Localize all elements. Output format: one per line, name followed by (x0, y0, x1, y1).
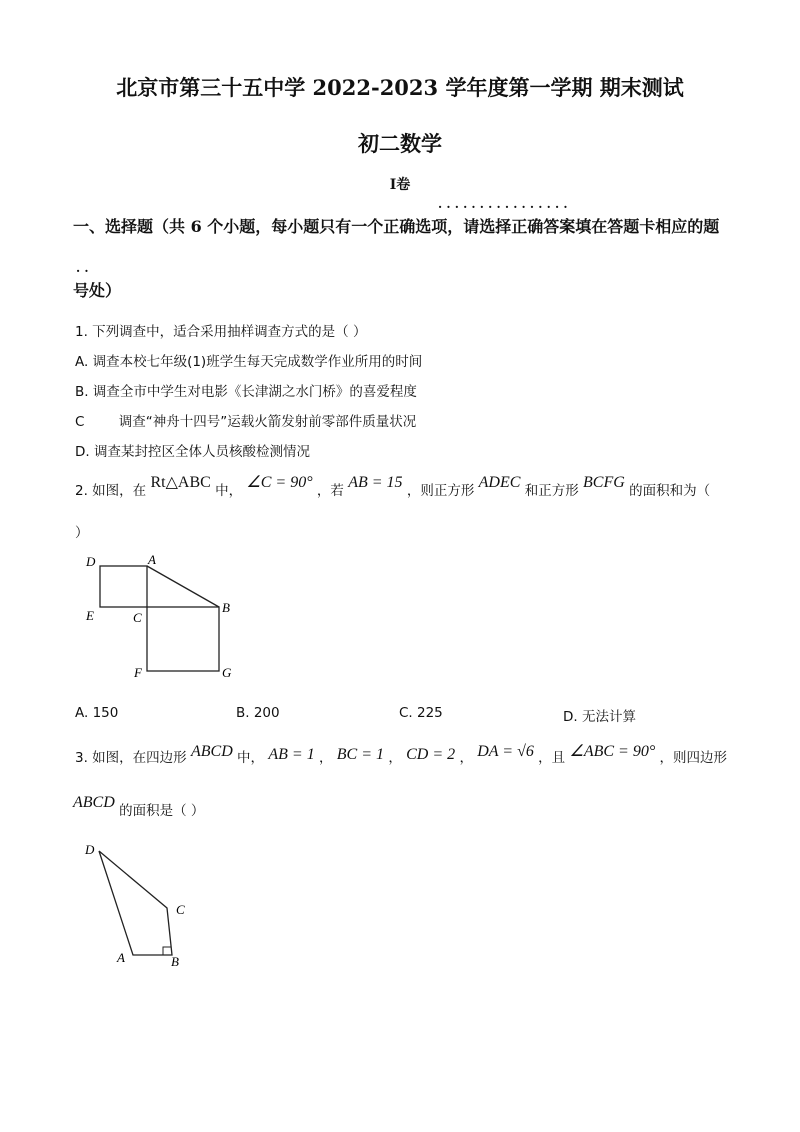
point-label-d: D (86, 554, 96, 569)
point-label-d: D (85, 842, 95, 857)
question-2-stem: 2. 如图，在 Rt△ABC 中， ∠C = 90° ，若 AB = 15 ，则正方形 ADEC 和正方形 BCFG 的面积和为（ (75, 474, 711, 499)
hypotenuse-ab (147, 566, 219, 607)
question-3-stem: 3. 如图，在四边形 ABCD 中， AB = 1 ， BC = 1 ， CD = 2 ， DA = √6 ，且 ∠ABC = 90° ，则四边形 (75, 743, 728, 766)
section-heading: 一、选择题（共 6 个小题，每小题只有一个正确选项，请选择正确答案填在答题卡相应的题 (73, 217, 720, 236)
quadrilateral-abcd (99, 851, 172, 955)
emphasis-dots: · · (76, 264, 89, 278)
question-2-option-b: B. 200 (236, 705, 280, 721)
math-expression: Rt△ABC (150, 474, 211, 491)
question-3-stem-continued: ABCD 的面积是（ ） (73, 794, 205, 819)
question-2-close-paren: ） (75, 525, 89, 541)
question-2-figure (80, 550, 250, 685)
math-expression: BC = 1 (336, 746, 385, 763)
question-2-option-a: A. 150 (75, 705, 119, 721)
point-label-e: E (86, 608, 94, 623)
question-1-option-a: A. 调查本校七年级(1)班学生每天完成数学作业所用的时间 (75, 354, 423, 370)
emphasis-dots: · · · · · · · · · · · · · · · · (438, 200, 568, 214)
question-2-option-c: C. 225 (399, 705, 443, 721)
point-label-a: A (148, 552, 156, 567)
section-heading-continued: 号处） (73, 281, 122, 300)
question-1-option-b: B. 调查全市中学生对电影《长津湖之水门桥》的喜爱程度 (75, 384, 417, 400)
volume-label: I卷 (389, 177, 411, 193)
math-expression: BCFG (583, 474, 625, 491)
question-1-stem: 1. 下列调查中，适合采用抽样调查方式的是（ ） (75, 324, 367, 340)
math-expression: ∠ABC = 90° (569, 743, 656, 760)
point-label-c: C (133, 610, 142, 625)
square-bcfg (147, 607, 219, 671)
point-label-c: C (176, 902, 185, 917)
question-1-option-d: D. 调查某封控区全体人员核酸检测情况 (75, 444, 310, 460)
point-label-b: B (171, 954, 179, 969)
point-label-b: B (222, 600, 230, 615)
question-2-option-d: D. 无法计算 (563, 709, 636, 725)
math-expression: DA = √6 (477, 743, 534, 760)
math-expression: ∠C = 90° (246, 474, 313, 491)
point-label-g: G (222, 665, 232, 680)
point-label-a: A (117, 950, 125, 965)
math-expression: AB = 1 (268, 746, 315, 763)
math-expression: AB = 15 (348, 474, 403, 491)
point-label-f: F (134, 665, 142, 680)
math-expression: ADEC (478, 474, 521, 491)
question-1-option-c: C 调查“神舟十四号”运载火箭发射前零部件质量状况 (75, 414, 417, 430)
math-expression: ABCD (73, 794, 115, 811)
math-expression: ABCD (190, 743, 233, 760)
right-angle-mark (163, 947, 171, 955)
exam-title: 北京市第三十五中学 2022-2023 学年度第一学期 期末测试 (116, 75, 684, 100)
math-expression: CD = 2 (406, 746, 456, 763)
exam-subtitle: 初二数学 (358, 131, 442, 156)
question-3-figure (80, 838, 200, 973)
square-adec (100, 566, 147, 607)
